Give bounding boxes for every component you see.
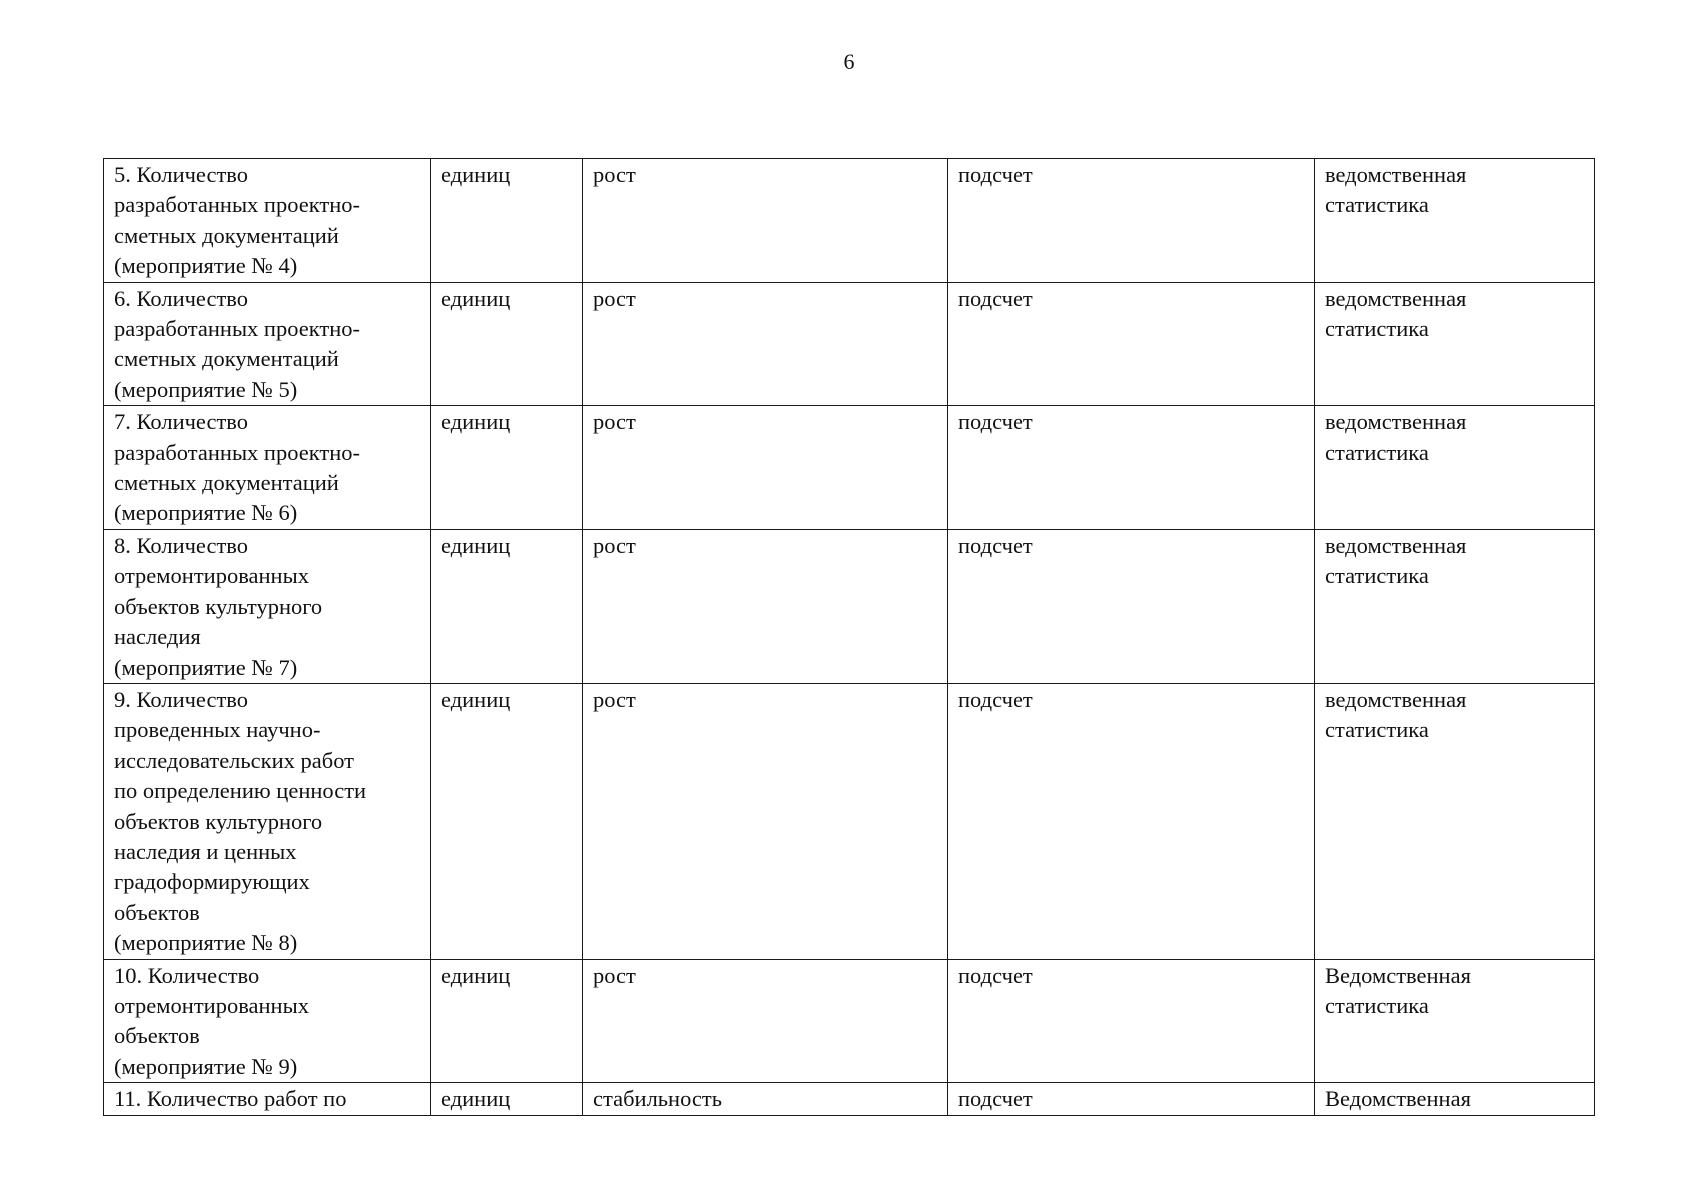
cell-text: Ведомственная	[1325, 962, 1471, 988]
cell-text: объектов культурного	[114, 808, 323, 834]
unit-cell	[431, 406, 583, 530]
cell-text: единиц	[441, 409, 511, 435]
cell-text: статистика	[1325, 992, 1429, 1018]
cell-text: наследия и ценных	[114, 838, 297, 864]
source-cell	[1315, 159, 1595, 283]
cell-text: 8. Количество	[114, 532, 249, 558]
cell-text: статистика	[1325, 439, 1429, 465]
method-cell	[948, 159, 1315, 283]
cell-text: отремонтированных	[114, 992, 309, 1018]
trend-cell	[583, 1083, 948, 1115]
source-cell	[1315, 529, 1595, 683]
cell-text: (мероприятие № 8)	[114, 930, 298, 956]
indicator-name-cell	[104, 159, 431, 283]
indicator-name-cell	[104, 1083, 431, 1115]
unit-cell	[431, 282, 583, 406]
cell-text: разработанных проектно-	[114, 316, 360, 342]
trend-cell	[583, 282, 948, 406]
cell-text: ведомственная	[1325, 409, 1467, 435]
method-cell	[948, 282, 1315, 406]
table-row	[104, 282, 1595, 406]
table-row	[104, 959, 1595, 1083]
cell-text: 10. Количество	[114, 962, 260, 988]
cell-text: подсчет	[958, 686, 1033, 712]
cell-text: рост	[593, 162, 636, 187]
table-row	[104, 406, 1595, 530]
trend-cell	[583, 683, 948, 959]
cell-text: статистика	[1325, 717, 1429, 743]
cell-text: 9. Количество	[114, 686, 249, 712]
cell-text: подсчет	[958, 532, 1033, 558]
cell-text: единиц	[441, 686, 511, 712]
cell-text: стабильность	[593, 1086, 722, 1112]
cell-text: Ведомственная	[1325, 1086, 1471, 1112]
cell-text: (мероприятие № 4)	[114, 253, 298, 279]
cell-text: объектов	[114, 1023, 200, 1049]
table-row	[104, 159, 1595, 283]
indicators-table	[103, 158, 1595, 1116]
cell-text: единиц	[441, 162, 511, 187]
page-number: 6	[843, 49, 855, 74]
cell-text: подсчет	[958, 162, 1033, 187]
cell-text: статистика	[1325, 316, 1429, 342]
cell-text: проведенных научно-	[114, 717, 321, 743]
cell-text: ведомственная	[1325, 686, 1467, 712]
cell-text: объектов	[114, 899, 200, 925]
indicator-name-cell	[104, 959, 431, 1083]
indicator-name-cell	[104, 529, 431, 683]
cell-text: 11. Количество работ по	[114, 1086, 347, 1112]
method-cell	[948, 529, 1315, 683]
unit-cell	[431, 529, 583, 683]
cell-text: рост	[593, 962, 636, 988]
source-cell	[1315, 282, 1595, 406]
cell-text: подсчет	[958, 409, 1033, 435]
cell-text: рост	[593, 532, 636, 558]
method-cell	[948, 406, 1315, 530]
method-cell	[948, 1083, 1315, 1115]
cell-text: рост	[593, 285, 636, 311]
table-row	[104, 1083, 1595, 1115]
cell-text: единиц	[441, 962, 511, 988]
cell-text: градоформирующих	[114, 869, 310, 895]
method-cell	[948, 959, 1315, 1083]
cell-text: (мероприятие № 6)	[114, 500, 298, 526]
table-row	[104, 529, 1595, 683]
trend-cell	[583, 159, 948, 283]
cell-text: по определению ценности	[114, 778, 367, 804]
cell-text: статистика	[1325, 563, 1429, 589]
cell-text: наследия	[114, 624, 201, 650]
cell-text: (мероприятие № 5)	[114, 376, 298, 402]
cell-text: разработанных проектно-	[114, 439, 360, 465]
source-cell	[1315, 959, 1595, 1083]
cell-text: единиц	[441, 1086, 511, 1112]
trend-cell	[583, 959, 948, 1083]
cell-text: 5. Количество	[114, 162, 249, 187]
indicator-name-cell	[104, 406, 431, 530]
cell-text: подсчет	[958, 285, 1033, 311]
cell-text: сметных документаций	[114, 222, 339, 248]
cell-text: статистика	[1325, 192, 1429, 218]
cell-text: (мероприятие № 9)	[114, 1053, 298, 1079]
indicator-name-cell	[104, 282, 431, 406]
cell-text: единиц	[441, 532, 511, 558]
cell-text: подсчет	[958, 1086, 1033, 1112]
source-cell	[1315, 406, 1595, 530]
unit-cell	[431, 1083, 583, 1115]
indicator-name-cell	[104, 683, 431, 959]
cell-text: ведомственная	[1325, 285, 1467, 311]
cell-text: сметных документаций	[114, 470, 339, 496]
table-row	[104, 683, 1595, 959]
cell-text: ведомственная	[1325, 532, 1467, 558]
unit-cell	[431, 959, 583, 1083]
cell-text: исследовательских работ	[114, 747, 354, 773]
trend-cell	[583, 529, 948, 683]
cell-text: подсчет	[958, 962, 1033, 988]
cell-text: отремонтированных	[114, 563, 309, 589]
trend-cell	[583, 406, 948, 530]
cell-text: ведомственная	[1325, 162, 1467, 187]
cell-text: разработанных проектно-	[114, 192, 360, 218]
source-cell	[1315, 683, 1595, 959]
cell-text: сметных документаций	[114, 346, 339, 372]
cell-text: (мероприятие № 7)	[114, 654, 298, 680]
source-cell	[1315, 1083, 1595, 1115]
method-cell	[948, 683, 1315, 959]
unit-cell	[431, 683, 583, 959]
cell-text: 6. Количество	[114, 285, 249, 311]
cell-text: 7. Количество	[114, 409, 249, 435]
cell-text: единиц	[441, 285, 511, 311]
unit-cell	[431, 159, 583, 283]
cell-text: рост	[593, 686, 636, 712]
cell-text: рост	[593, 409, 636, 435]
cell-text: объектов культурного	[114, 593, 323, 619]
